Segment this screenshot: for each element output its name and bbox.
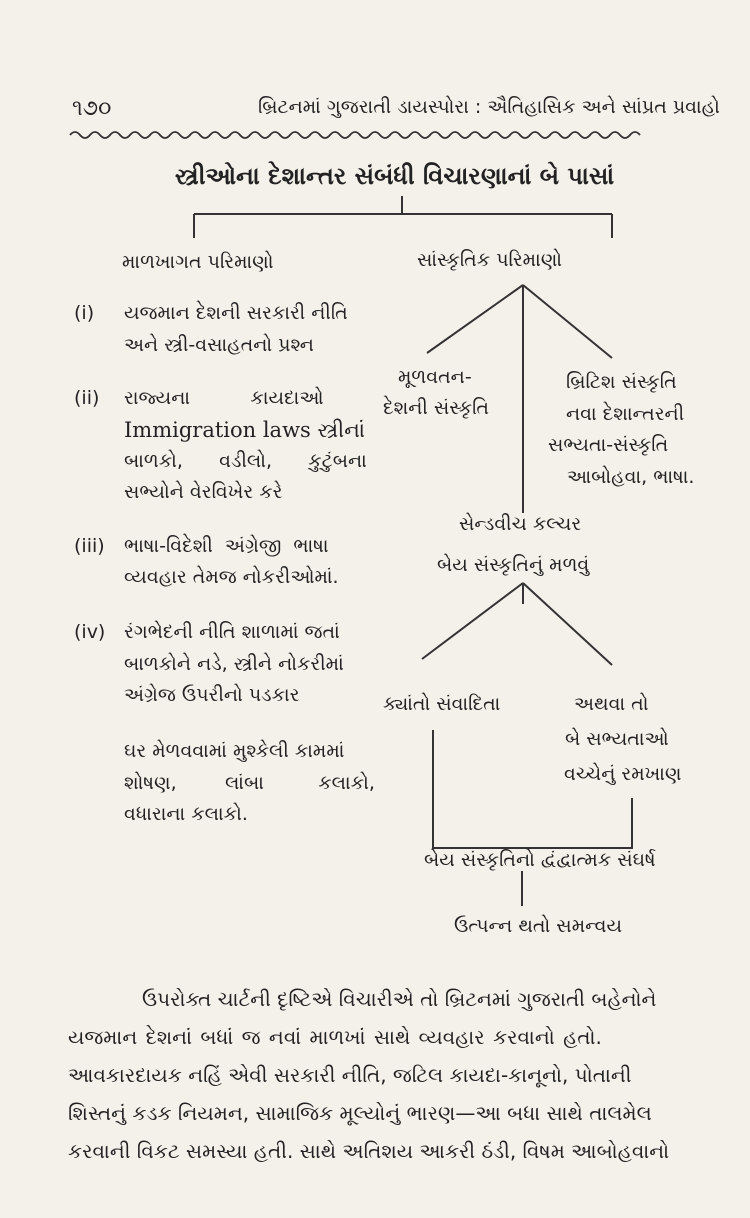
item-line: બાળકો, વડીલો, કુટુંબના [124, 450, 367, 472]
origin-culture-line: મૂળવતન- [398, 366, 472, 388]
item-number: (iv) [74, 621, 106, 643]
item-number: (iii) [74, 535, 105, 557]
item-line: અને સ્ત્રી-વસાહતનો પ્રશ્ન [124, 334, 314, 356]
synthesis-label: ઉત્પન્ન થતો સમન્વય [454, 915, 623, 937]
origin-culture-line: દેશની સંસ્કૃતિ [383, 397, 489, 419]
extra-line: શોષણ, લાંબા કલાકો, [124, 772, 375, 794]
running-title: બ્રિટનમાં ગુજરાતી ડાયસ્પોરા : ઐતિહાસિક અને સાંપ્રત પ્રવાહો [258, 96, 720, 118]
body-line: કરવાની વિકટ સમસ્યા હતી. સાથે અતિશય આકરી ઠંડી, વિષમ આબોહવાનો [68, 1139, 670, 1163]
harmony-label: ક્યાંતો સંવાદિતા [383, 693, 501, 715]
item-line: રાજ્યના કાયદાઓ [124, 387, 324, 409]
item-line: યજમાન દેશની સરકારી નીતિ [124, 302, 348, 324]
body-line: ઉપરોક્ત ચાર્ટની દૃષ્ટિએ વિચારીએ તો બ્રિટનમાં ગુજરાતી બહેનોને [142, 987, 657, 1011]
british-culture-line: સભ્યતા-સંસ્કૃતિ [548, 434, 669, 456]
page-number: ૧૭૦ [72, 96, 112, 121]
diagram-title: સ્ત્રીઓના દેશાન્તર સંબંધી વિચારણાનાં બે પાસાં [175, 162, 615, 190]
sandwich-culture: સેન્ડવીચ કલ્ચર [455, 513, 585, 535]
body-line: યજમાન દેશનાં બધાં જ નવાં માળખાં સાથે વ્યવહાર કરવાનો હતો. [68, 1025, 602, 1049]
item-line: અંગ્રેજ ઉપરીનો પડકાર [124, 684, 300, 706]
extra-line: ઘર મેળવવામાં મુશ્કેલી કામમાં [124, 740, 345, 762]
item-line: ભાષા-વિદેશી અંગ્રેજી ભાષા [124, 535, 329, 557]
merge-label: બેય સંસ્કૃતિનું મળવું [437, 554, 590, 576]
or-label: અથવા તો [574, 693, 649, 715]
right-heading: સાંસ્કૃતિક પરિમાણો [417, 249, 563, 271]
body-line: આવકારદાયક નહિં એવી સરકારી નીતિ, જટિલ કાયદા-કાનૂનો, પોતાની [68, 1063, 632, 1087]
british-culture-line: આબોહવા, ભાષા. [567, 466, 695, 488]
item-line: Immigration laws સ્ત્રીનાં [124, 418, 365, 442]
body-line: શિસ્તનું કડક નિયમન, સામાજિક મૂલ્યોનું ભારણ—આ બધા સાથે તાલમેલ [68, 1101, 652, 1125]
clash-label-1: બે સભ્યતાઓ [565, 728, 669, 750]
extra-line: વધારાના કલાકો. [124, 803, 248, 825]
item-line: સભ્યોને વેરવિખેર કરે [124, 481, 283, 503]
british-culture-line: નવા દેશાન્તરની [566, 403, 685, 425]
header-wavy-rule [70, 132, 640, 138]
left-heading: માળખાગત પરિમાણો [122, 251, 274, 273]
title-bracket [194, 196, 612, 238]
conflict-label: બેય સંસ્કૃતિનો દ્વંદ્વાત્મક સંઘર્ષ [420, 849, 660, 871]
item-line: રંગભેદની નીતિ શાળામાં જતાં [124, 621, 340, 643]
item-number: (i) [74, 302, 95, 324]
merge-triangle [422, 583, 612, 665]
item-number: (ii) [74, 387, 100, 409]
item-line: વ્યવહાર તેમજ નોકરીઓમાં. [124, 566, 339, 588]
clash-label-2: વચ્ચેનું રમખાણ [564, 763, 682, 785]
british-culture-line: બ્રિટિશ સંસ્કૃતિ [566, 371, 677, 393]
item-line: બાળકોને નડે, સ્ત્રીને નોકરીમાં [124, 653, 344, 675]
